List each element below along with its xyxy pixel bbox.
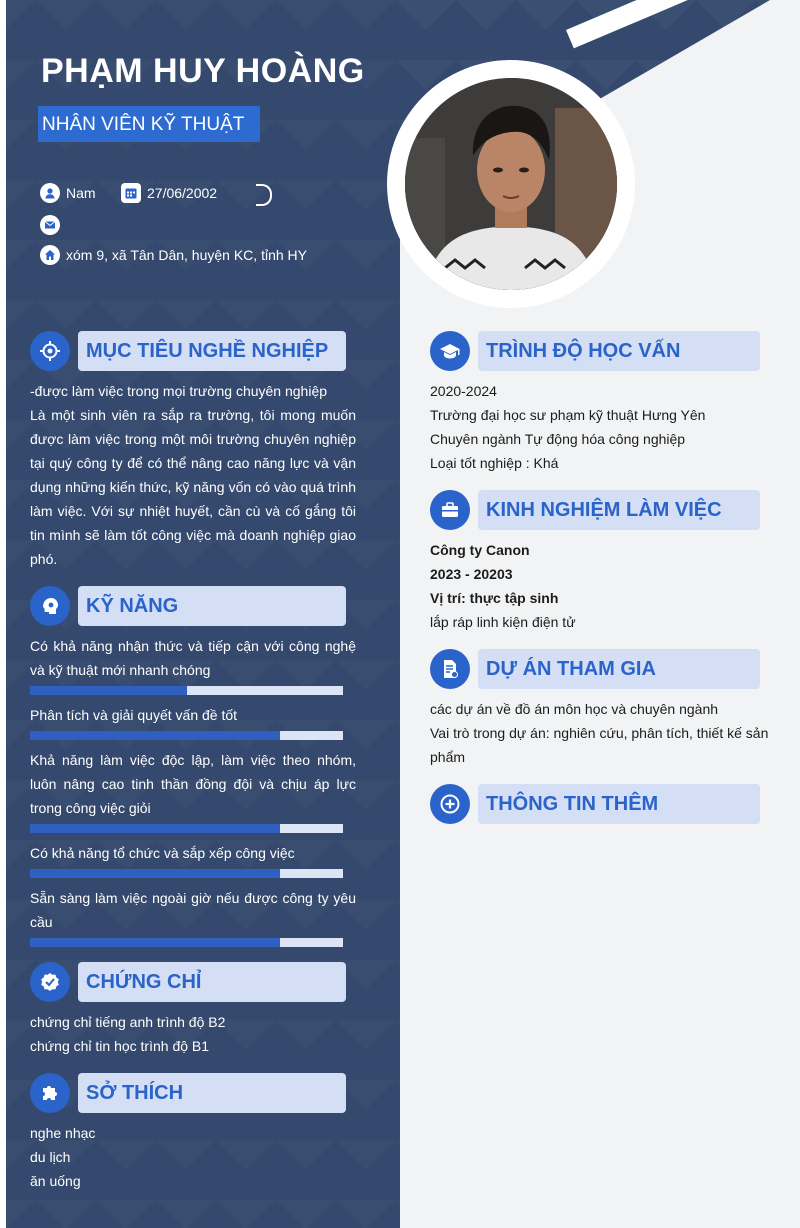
skill-bar-track (30, 869, 343, 878)
hobbies-title: SỞ THÍCH (86, 1082, 184, 1104)
email-row (40, 215, 66, 235)
skill-bar-fill (30, 731, 280, 740)
education-title: TRÌNH ĐỘ HỌC VẤN (486, 340, 681, 362)
skill-text: Có khả năng tổ chức và sắp xếp công việc (30, 845, 295, 861)
projects-line-2: Vai trò trong dự án: nghiên cứu, phân tích, thiết kế sản phẩm (430, 725, 769, 765)
skill-text: Sẵn sàng làm việc ngoài giờ nếu được công ty yêu cầu (30, 890, 356, 930)
experience-company: Công ty Canon (430, 542, 530, 558)
cv-page (6, 0, 800, 1228)
education-section-header (430, 331, 762, 371)
skill-item (30, 841, 356, 878)
home-icon (40, 245, 60, 265)
objective-line-2: Là một sinh viên ra sắp ra trường, tôi mong muốn được làm việc trong một môi trường chuyên nghiệp tại quý công ty để có thể nâng cao năng lực và vận dụng những kiến thức, kỹ năng vốn có vào quá trình làm việc. Với sự nhiệt huyết, cần cù và cố gắng tôi tin mình sẽ làm tốt công việc mà doanh nghiệp giao phó. (30, 407, 356, 567)
objective-title: MỤC TIÊU NGHỀ NGHIỆP (86, 340, 329, 362)
address-value: xóm 9, xã Tân Dân, huyện KC, tỉnh HY (66, 247, 307, 263)
job-title: NHÂN VIÊN KỸ THUẬT (38, 106, 260, 142)
skill-bar-track (30, 686, 343, 695)
user-icon (40, 183, 60, 203)
hobbies-section-header (30, 1073, 350, 1113)
education-line: 2020-2024 (430, 383, 497, 399)
experience-title: KINH NGHIỆM LÀM VIỆC (486, 499, 722, 521)
email-icon (40, 215, 60, 235)
graduation-cap-icon (430, 331, 470, 371)
certificate-item: chứng chỉ tiếng anh trình độ B2 (30, 1014, 226, 1030)
objective-text (30, 379, 356, 571)
skill-text: Có khả năng nhận thức và tiếp cận với công nghệ và kỹ thuật mới nhanh chóng (30, 638, 356, 678)
skill-item (30, 703, 356, 740)
target-icon (30, 331, 70, 371)
skill-bar-track (30, 938, 343, 947)
hobby-item: du lịch (30, 1149, 71, 1165)
skill-text: Phân tích và giải quyết vấn đề tốt (30, 707, 238, 723)
plus-circle-icon (430, 784, 470, 824)
skill-item (30, 748, 356, 833)
experience-section-header (430, 490, 762, 530)
certificates-title: CHỨNG CHỈ (86, 971, 202, 993)
skill-bar-track (30, 731, 343, 740)
projects-details (430, 697, 786, 769)
skill-bar-fill (30, 686, 187, 695)
badge-check-icon (30, 962, 70, 1002)
calendar-icon (121, 183, 141, 203)
skill-bar-fill (30, 869, 280, 878)
skill-bar-fill (30, 938, 280, 947)
gender-value: Nam (66, 185, 96, 201)
puzzle-icon (30, 1073, 70, 1113)
skill-item (30, 634, 356, 695)
profile-photo (405, 78, 617, 290)
projects-section-header (430, 649, 762, 689)
birthdate-value: 27/06/2002 (147, 185, 218, 201)
skill-bar-track (30, 824, 343, 833)
hobbies-list (30, 1121, 356, 1193)
candidate-name: PHẠM HUY HOÀNG (41, 52, 365, 90)
certificates-section-header (30, 962, 350, 1002)
experience-details (430, 538, 786, 634)
experience-position: Vị trí: thực tập sinh (430, 590, 559, 606)
birthdate-row (121, 183, 217, 203)
objective-section-header (30, 331, 350, 371)
experience-description: lắp ráp linh kiện điện tử (430, 614, 576, 630)
additional-section-header (430, 784, 762, 824)
education-line: Trường đại học sư phạm kỹ thuật Hưng Yên (430, 407, 706, 423)
objective-line-1: -được làm việc trong mọi trường chuyên nghiệp (30, 383, 328, 399)
address-row (40, 245, 307, 265)
skills-title: KỸ NĂNG (86, 595, 179, 617)
certificates-list (30, 1010, 356, 1058)
projects-title: DỰ ÁN THAM GIA (486, 658, 656, 680)
document-gear-icon (430, 649, 470, 689)
skill-text: Khả năng làm việc độc lập, làm việc theo nhóm, luôn nâng cao tinh thần đồng đội và chịu áp lực trong công việc giỏi (30, 752, 356, 816)
projects-line-1: các dự án về đồ án môn học và chuyên ngành (430, 701, 719, 717)
education-line: Loại tốt nghiệp : Khá (430, 455, 559, 471)
education-line: Chuyên ngành Tự động hóa công nghiệp (430, 431, 686, 447)
skills-section-header (30, 586, 350, 626)
education-details (430, 379, 786, 475)
head-gear-icon (30, 586, 70, 626)
briefcase-icon (430, 490, 470, 530)
additional-title: THÔNG TIN THÊM (486, 793, 659, 815)
experience-period: 2023 - 20203 (430, 566, 513, 582)
gender-row (40, 183, 96, 203)
skill-bar-fill (30, 824, 280, 833)
certificate-item: chứng chỉ tin học trình độ B1 (30, 1038, 210, 1054)
hobby-item: nghe nhạc (30, 1125, 96, 1141)
hobby-item: ăn uống (30, 1173, 81, 1189)
skill-item (30, 886, 356, 947)
